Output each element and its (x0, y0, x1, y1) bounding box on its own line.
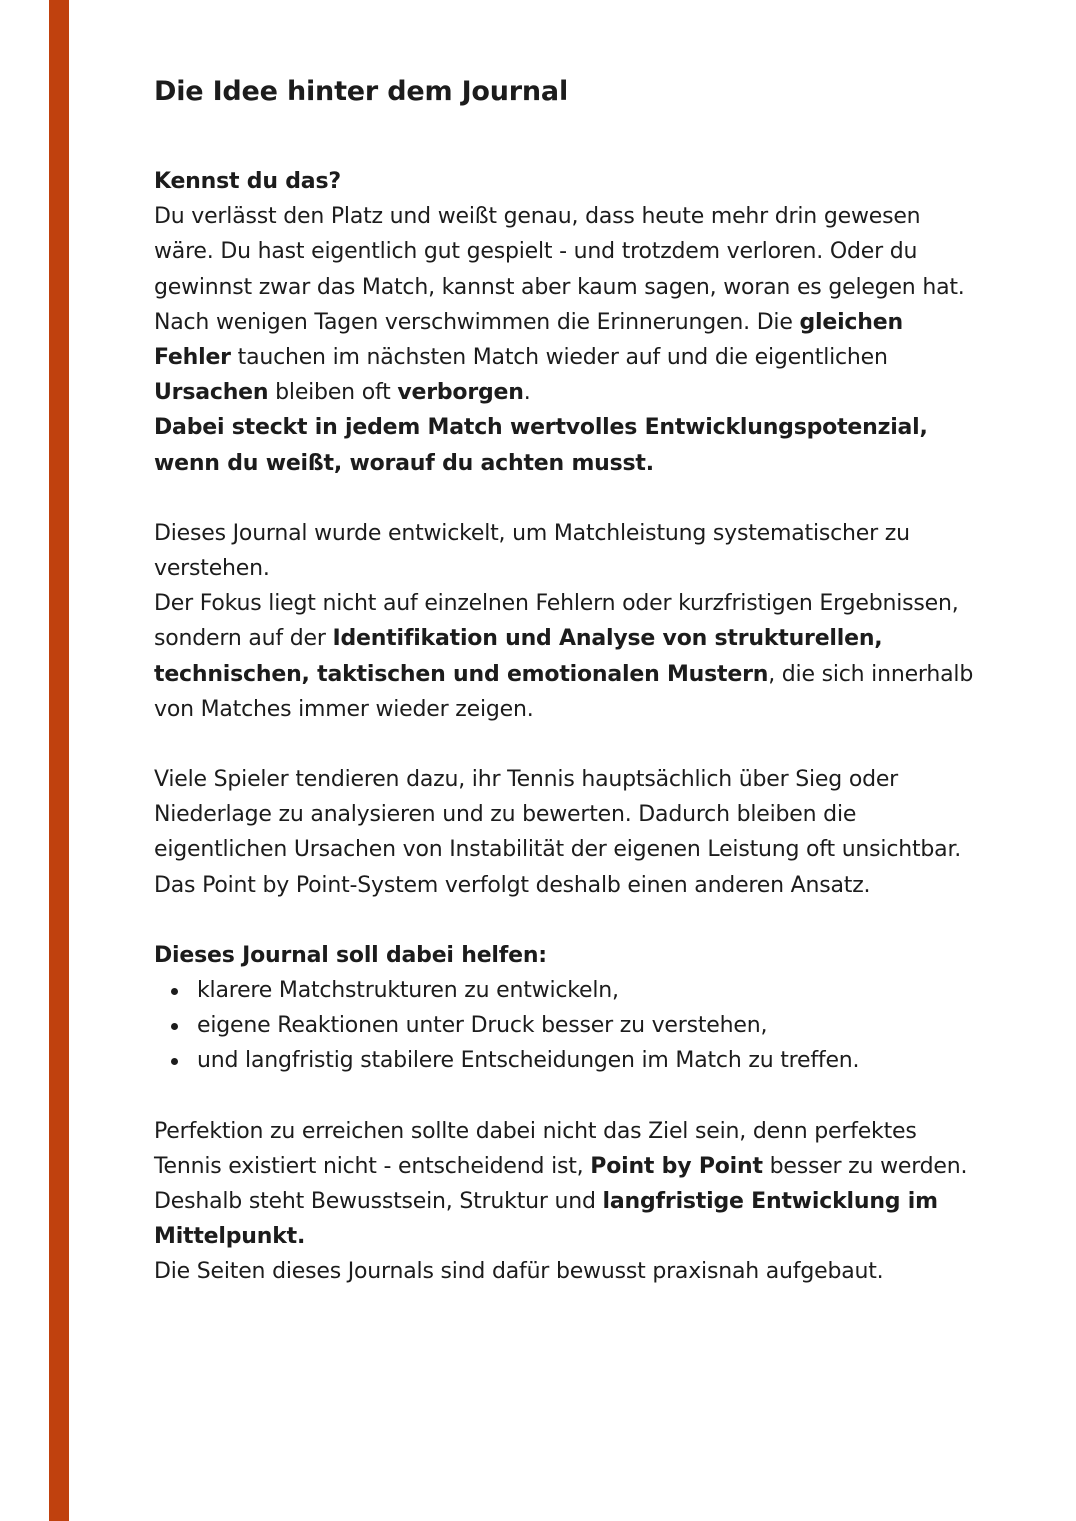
text-run: , die sich innerhalb von Matches immer wieder zeigen. (154, 661, 974, 722)
intro-paragraph-2 (154, 305, 984, 411)
text-run: Nach wenigen Tagen verschwimmen die Erinnerungen. Die (154, 309, 800, 335)
intro-section (154, 164, 984, 481)
purpose-paragraph-2 (154, 586, 984, 727)
list-item: klarere Matchstrukturen zu entwickeln, (197, 973, 984, 1008)
approach-paragraph-2: Das Point by Point-System verfolgt deshalb einen anderen Ansatz. (154, 872, 871, 898)
closing-paragraph-1 (154, 1114, 984, 1184)
list-item: und langfristig stabilere Entscheidungen im Match zu treffen. (197, 1043, 984, 1078)
text-run: . (523, 380, 531, 406)
intro-paragraph-1: Du verlässt den Platz und weißt genau, dass heute mehr drin gewesen wäre. Du hast eigentlich gut gespielt - und trotzdem verloren. Oder du gewinnst zwar das Match, kannst aber kaum sagen, woran es gelegen hat. (154, 204, 965, 300)
page-content (154, 70, 984, 1290)
bold-identifikation: Identifikation und Analyse von strukturellen, technischen, taktischen und emotionalen Mustern (154, 626, 883, 687)
spacer (154, 1079, 984, 1114)
closing-paragraph-3: Die Seiten dieses Journals sind dafür bewusst praxisnah aufgebaut. (154, 1259, 884, 1285)
text-run: Perfektion zu erreichen sollte dabei nicht das Ziel sein, denn perfektes Tennis existiert nicht - entscheidend ist, (154, 1118, 917, 1179)
goals-section (154, 938, 984, 1079)
intro-paragraph-3: Dabei steckt in jedem Match wertvolles Entwicklungspotenzial, wenn du weißt, worauf du achten musst. (154, 415, 928, 476)
text-run: Deshalb steht Bewusstsein, Struktur und (154, 1189, 603, 1215)
page-title: Die Idee hinter dem Journal (154, 76, 569, 107)
spacer (154, 481, 984, 516)
text-run: besser zu werden. (762, 1153, 968, 1179)
text-run: bleiben oft (268, 380, 398, 406)
spacer (154, 903, 984, 938)
approach-paragraph-1: Viele Spieler tendieren dazu, ihr Tennis hauptsächlich über Sieg oder Niederlage zu analysieren und zu bewerten. Dadurch bleiben die eigentlichen Ursachen von Instabilität der eigenen Leistung oft unsichtbar. (154, 767, 962, 863)
intro-heading: Kennst du das? (154, 169, 341, 194)
text-run: Der Fokus liegt nicht auf einzelnen Fehlern oder kurzfristigen Ergebnissen, sondern auf der (154, 591, 959, 652)
bold-point-by-point: Point by Point (590, 1153, 763, 1179)
purpose-section (154, 516, 984, 727)
spacer (154, 727, 984, 762)
approach-section (154, 762, 984, 903)
closing-section (154, 1114, 984, 1290)
bold-verborgen: verborgen (397, 380, 524, 406)
goals-heading: Dieses Journal soll dabei helfen: (154, 942, 547, 968)
bold-ursachen: Ursachen (154, 380, 269, 406)
closing-paragraph-2 (154, 1184, 984, 1254)
text-run: tauchen im nächsten Match wieder auf und die eigentlichen (230, 345, 888, 371)
accent-bar (49, 0, 69, 1521)
bold-langfristige-entwicklung: langfristige Entwicklung im Mittelpunkt. (154, 1189, 938, 1250)
goals-list (154, 973, 984, 1079)
purpose-paragraph-1: Dieses Journal wurde entwickelt, um Matchleistung systematischer zu verstehen. (154, 520, 910, 582)
list-item: eigene Reaktionen unter Druck besser zu verstehen, (197, 1008, 984, 1043)
bold-gleiche-fehler: gleichen Fehler (154, 309, 903, 371)
